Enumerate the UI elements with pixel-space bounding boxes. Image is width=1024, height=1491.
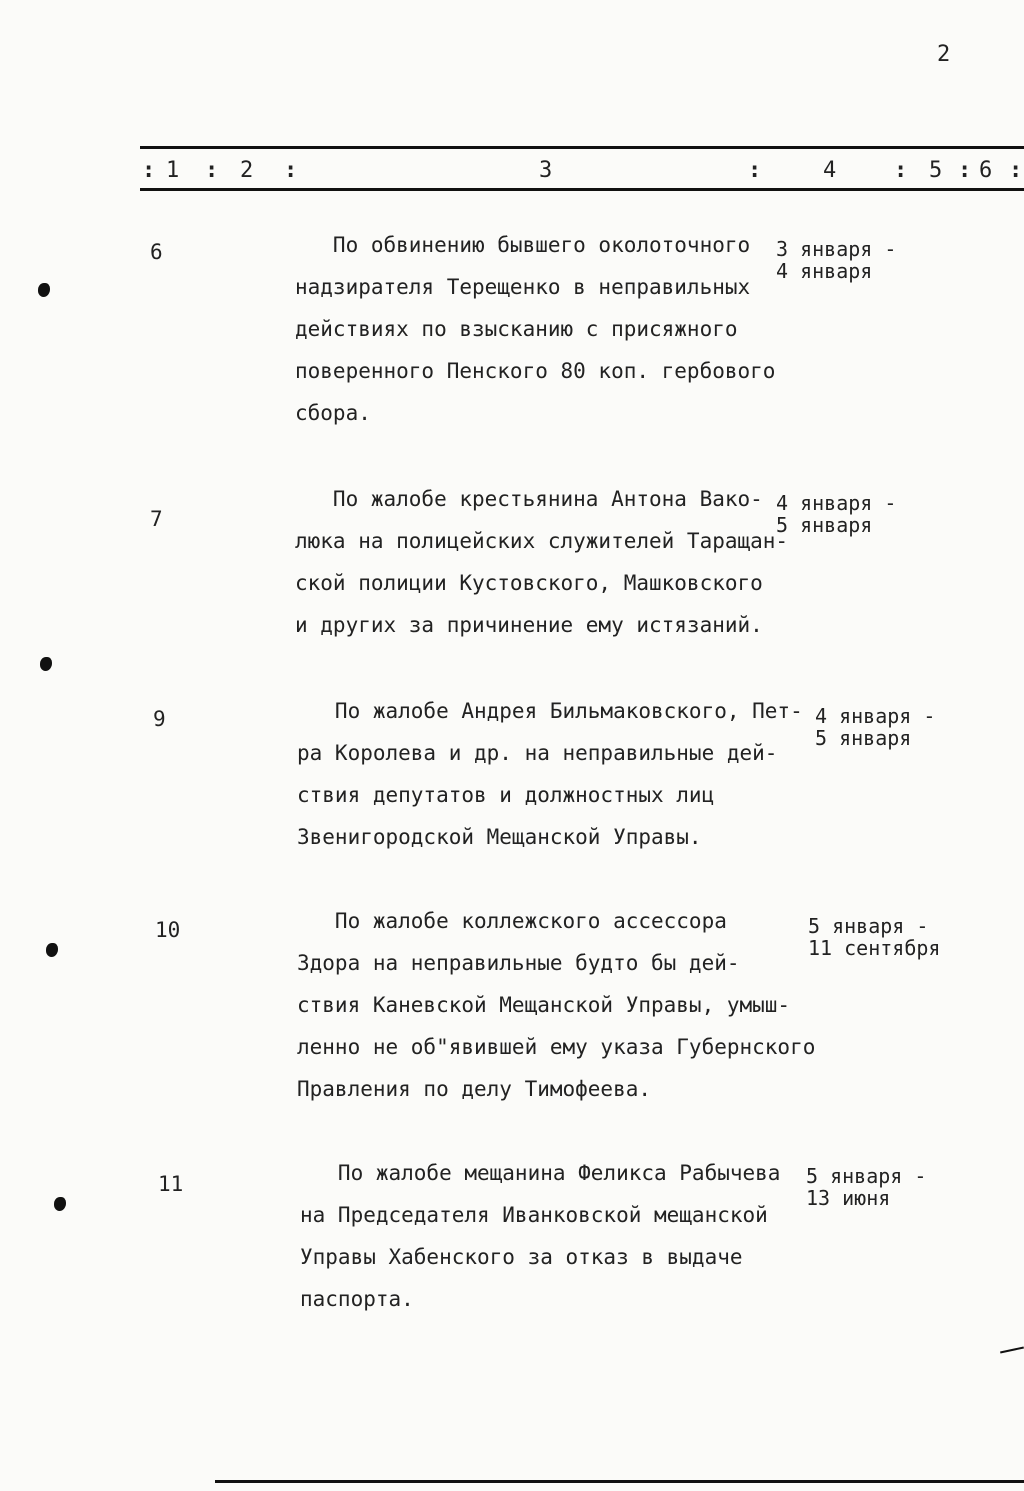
header-column-2: 2: [240, 158, 254, 183]
text-line: ствия Каневской Мещанской Управы, умыш-: [297, 993, 791, 1017]
row-dates: [808, 915, 940, 959]
header-column-3: 3: [539, 158, 553, 183]
date-start: 4 января -: [776, 491, 897, 515]
text-line: поверенного Пенского 80 коп. гербового: [295, 359, 776, 383]
text-line: Звенигородской Мещанской Управы.: [297, 825, 702, 849]
text-line: По жалобе крестьянина Антона Вако-: [295, 487, 763, 511]
text-line: паспорта.: [300, 1287, 414, 1311]
date-end: 5 января: [776, 513, 873, 537]
date-start: 4 января -: [815, 704, 936, 728]
row-text: [295, 478, 788, 646]
text-line: люка на полицейских служителей Таращан-: [295, 529, 789, 553]
date-end: 4 января: [776, 259, 873, 283]
header-column-1: 1: [166, 158, 180, 183]
text-line: на Председателя Иванковской мещанской: [300, 1203, 768, 1227]
text-line: Управы Хабенского за отказ в выдаче: [300, 1245, 743, 1269]
text-line: По обвинению бывшего околоточного: [295, 233, 751, 257]
binding-hole-mark: [38, 283, 50, 297]
row-number: 11: [158, 1172, 184, 1196]
date-end: 11 сентября: [808, 936, 941, 960]
row-number: 10: [155, 918, 181, 942]
row-number: 7: [150, 507, 163, 531]
row-text: [297, 690, 803, 858]
row-number: 6: [150, 240, 163, 264]
header-separator: :: [142, 158, 156, 183]
text-line: ра Королева и др. на неправильные дей-: [297, 741, 778, 765]
text-line: По жалобе Андрея Бильмаковского, Пет-: [297, 699, 803, 723]
text-line: Здора на неправильные будто бы дей-: [297, 951, 740, 975]
date-end: 5 января: [815, 726, 912, 750]
binding-hole-mark: [54, 1197, 66, 1211]
header-bottom-rule: [140, 188, 1024, 191]
text-line: ленно не об"явившей ему указа Губернского: [297, 1035, 816, 1059]
date-end: 13 июня: [806, 1186, 891, 1210]
text-line: надзирателя Терещенко в неправильных: [295, 275, 751, 299]
header-column-6: 6: [979, 158, 993, 183]
binding-hole-mark: [40, 657, 52, 671]
page-number: 2: [937, 42, 951, 67]
text-line: и других за причинение ему истязаний.: [295, 613, 763, 637]
row-text: [297, 900, 815, 1110]
row-dates: [815, 705, 935, 749]
date-start: 5 января -: [808, 914, 929, 938]
header-column-4: 4: [823, 158, 837, 183]
header-separator: :: [284, 158, 298, 183]
footer-rule: [215, 1480, 1024, 1483]
header-separator: :: [894, 158, 908, 183]
header-top-rule: [140, 146, 1024, 149]
text-line: Правления по делу Тимофеева.: [297, 1077, 652, 1101]
text-line: ствия депутатов и должностных лиц: [297, 783, 715, 807]
text-line: По жалобе коллежского ассессора: [297, 909, 727, 933]
text-line: сбора.: [295, 401, 371, 425]
text-line: По жалобе мещанина Феликса Рабычева: [300, 1161, 781, 1185]
row-text: [300, 1152, 780, 1320]
row-dates: [806, 1165, 926, 1209]
date-start: 5 января -: [806, 1164, 927, 1188]
date-start: 3 января -: [776, 237, 897, 261]
row-text: [295, 224, 775, 434]
text-line: действиях по взысканию с присяжного: [295, 317, 738, 341]
row-dates: [776, 238, 896, 282]
header-separator: :: [958, 158, 972, 183]
edge-mark: [1000, 1347, 1024, 1354]
text-line: ской полиции Кустовского, Машковского: [295, 571, 763, 595]
row-dates: [776, 492, 896, 536]
header-separator: :: [748, 158, 762, 183]
header-separator: :: [1009, 158, 1023, 183]
binding-hole-mark: [46, 943, 58, 957]
header-column-5: 5: [929, 158, 943, 183]
row-number: 9: [153, 707, 166, 731]
header-separator: :: [205, 158, 219, 183]
